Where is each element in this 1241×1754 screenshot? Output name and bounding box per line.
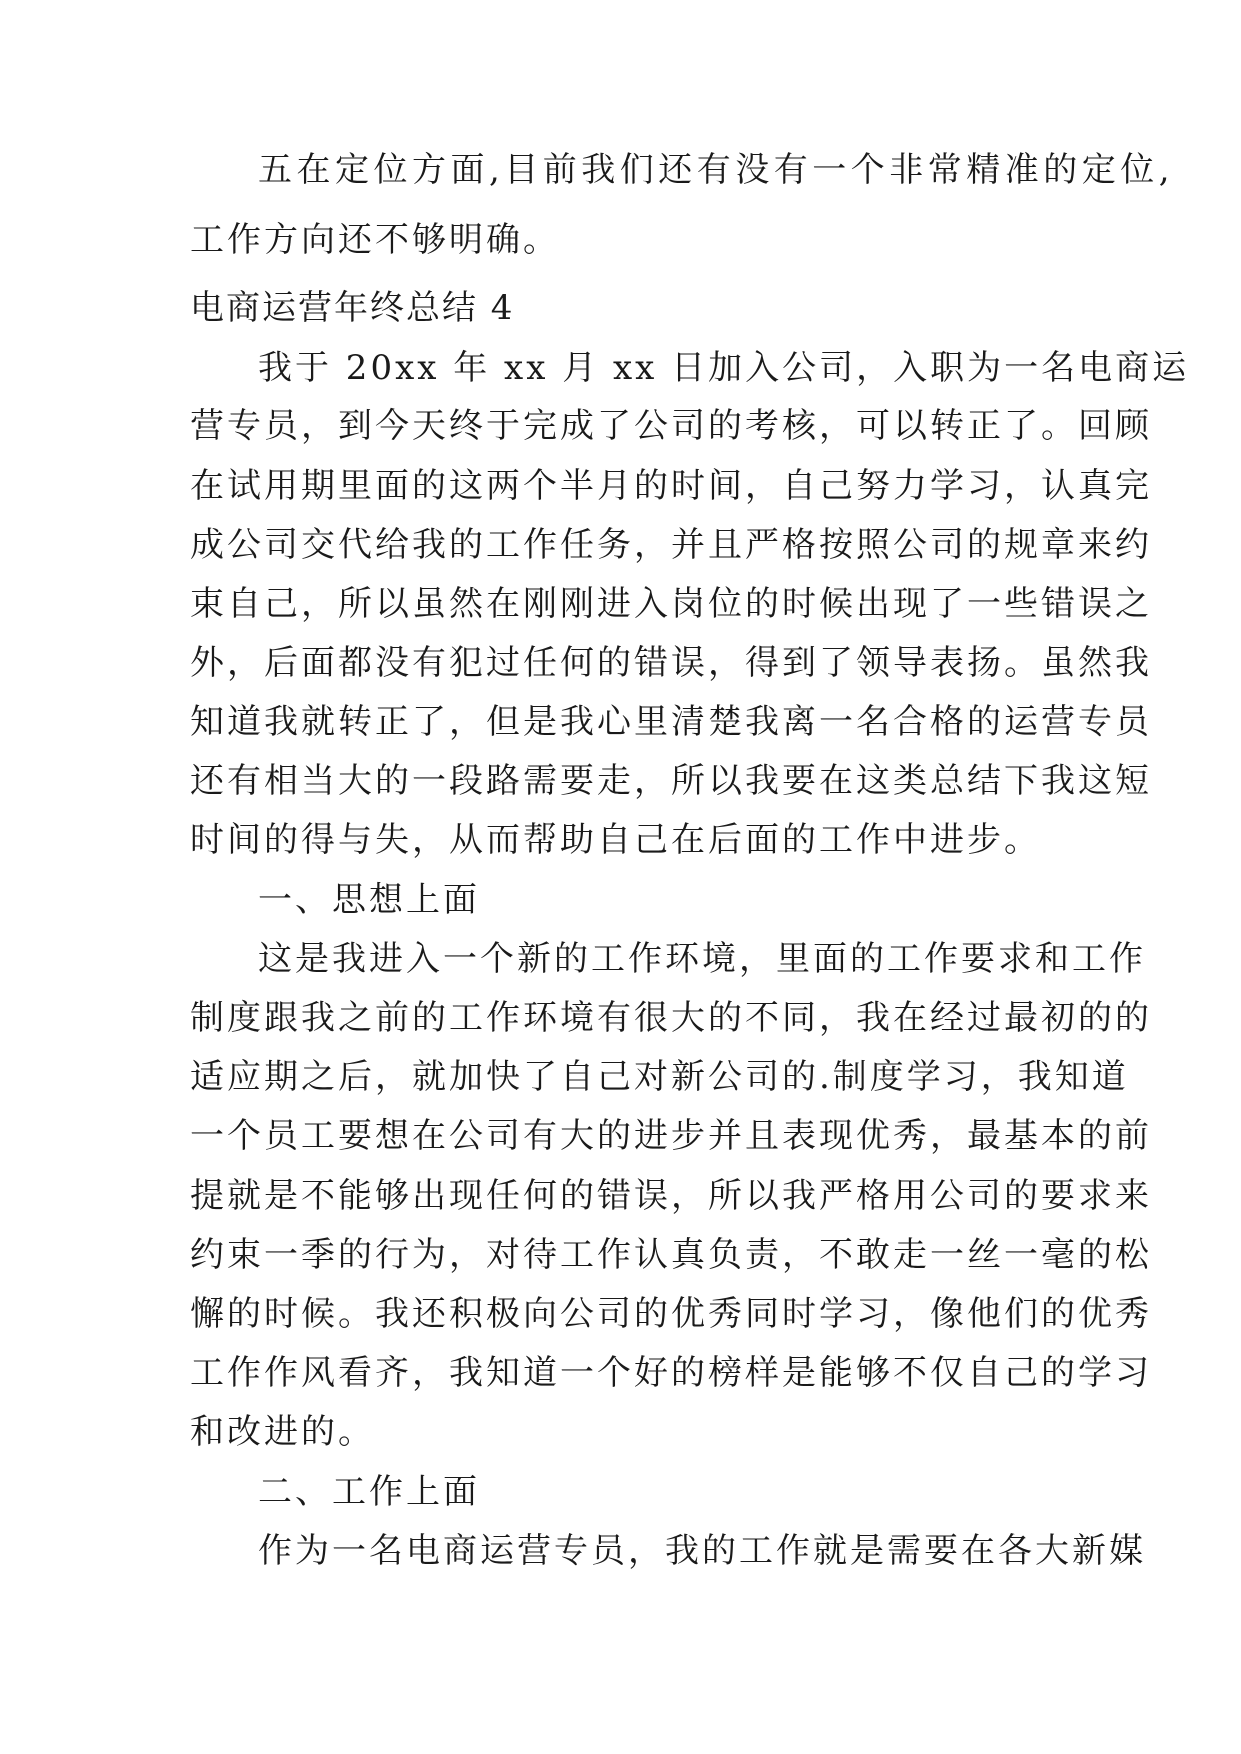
paragraph-line: 在试用期里面的这两个半月的时间，自己努力学习，认真完 bbox=[190, 466, 1152, 506]
paragraph-line: 外，后面都没有犯过任何的错误，得到了领导表扬。虽然我 bbox=[190, 643, 1152, 683]
paragraph-line: 这是我进入一个新的工作环境，里面的工作要求和工作 bbox=[258, 939, 1146, 979]
subsection-heading: 二、工作上面 bbox=[258, 1472, 480, 1512]
paragraph-line: 五在定位方面,目前我们还有没有一个非常精准的定位, bbox=[258, 150, 1175, 190]
section-heading: 电商运营年终总结 4 bbox=[190, 288, 515, 328]
paragraph-line: 适应期之后，就加快了自己对新公司的.制度学习，我知道 bbox=[190, 1057, 1129, 1097]
paragraph-line: 束自己，所以虽然在刚刚进入岗位的时候出现了一些错误之 bbox=[190, 584, 1152, 624]
paragraph-line: 约束一季的行为，对待工作认真负责，不敢走一丝一毫的松 bbox=[190, 1235, 1152, 1275]
paragraph-line: 一个员工要想在公司有大的进步并且表现优秀，最基本的前 bbox=[190, 1116, 1152, 1156]
subsection-heading: 一、思想上面 bbox=[258, 880, 480, 920]
paragraph-line: 制度跟我之前的工作环境有很大的不同，我在经过最初的的 bbox=[190, 998, 1152, 1038]
paragraph-line: 我于 20xx 年 xx 月 xx 日加入公司，入职为一名电商运 bbox=[258, 348, 1190, 388]
paragraph-line: 和改进的。 bbox=[190, 1412, 375, 1452]
paragraph-line: 营专员，到今天终于完成了公司的考核，可以转正了。回顾 bbox=[190, 406, 1152, 446]
paragraph-line: 知道我就转正了，但是我心里清楚我离一名合格的运营专员 bbox=[190, 702, 1152, 742]
paragraph-line: 工作作风看齐，我知道一个好的榜样是能够不仅自己的学习 bbox=[190, 1353, 1152, 1393]
paragraph-line: 时间的得与失，从而帮助自己在后面的工作中进步。 bbox=[190, 820, 1041, 860]
paragraph-line: 作为一名电商运营专员，我的工作就是需要在各大新媒 bbox=[258, 1531, 1146, 1571]
paragraph-line: 懈的时候。我还积极向公司的优秀同时学习，像他们的优秀 bbox=[190, 1294, 1152, 1334]
paragraph-line: 工作方向还不够明确。 bbox=[190, 220, 560, 260]
paragraph-line: 还有相当大的一段路需要走，所以我要在这类总结下我这短 bbox=[190, 761, 1152, 801]
paragraph-line: 提就是不能够出现任何的错误，所以我严格用公司的要求来 bbox=[190, 1176, 1152, 1216]
paragraph-line: 成公司交代给我的工作任务，并且严格按照公司的规章来约 bbox=[190, 525, 1152, 565]
